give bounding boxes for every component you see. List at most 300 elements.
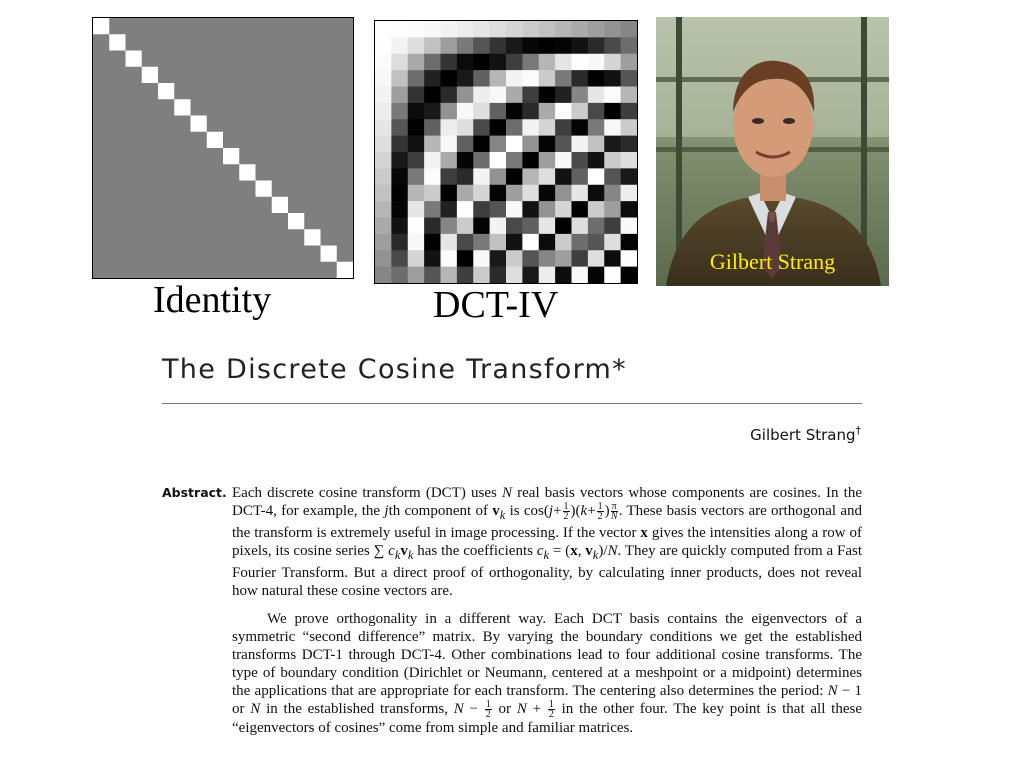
math-sub-k: k <box>543 548 550 562</box>
dct-cell <box>604 234 621 251</box>
identity-cell <box>142 262 159 279</box>
dct-cell <box>621 103 638 120</box>
dct-cell <box>506 201 523 218</box>
dct-cell <box>555 103 572 120</box>
identity-cell <box>142 213 159 230</box>
identity-cell <box>93 83 110 100</box>
dct-cell <box>539 87 556 104</box>
dct-cell <box>572 21 589 38</box>
identity-cell <box>321 181 338 198</box>
identity-cell <box>223 51 240 68</box>
identity-cell <box>256 181 273 198</box>
dct-cell <box>408 119 425 136</box>
dct-cell <box>522 250 539 267</box>
identity-cell <box>239 197 256 214</box>
identity-cell <box>191 83 208 100</box>
dct-cell <box>375 250 392 267</box>
dct-cell <box>572 218 589 235</box>
dct-cell <box>408 87 425 104</box>
dct-cell <box>490 87 507 104</box>
identity-cell <box>272 18 289 35</box>
dct-cell <box>555 185 572 202</box>
identity-cell <box>126 116 143 133</box>
dct-cell <box>506 54 523 71</box>
identity-cell <box>126 34 143 51</box>
dct-cell <box>457 250 474 267</box>
dct-cell <box>375 267 392 284</box>
identity-cell <box>207 83 224 100</box>
dct-cell <box>555 267 572 284</box>
identity-cell <box>223 164 240 181</box>
dct-cell <box>588 168 605 185</box>
identity-cell <box>158 148 175 165</box>
abstract-paragraph-1 <box>232 484 862 600</box>
abstract-text: . These basis vectors are orthogonal and the transform is extremely useful in image processing. If the vector <box>232 503 862 541</box>
dct-cell <box>473 54 490 71</box>
identity-cell <box>93 132 110 149</box>
identity-cell <box>239 67 256 84</box>
dct-cell <box>604 201 621 218</box>
dct-cell <box>539 250 556 267</box>
dct-cell <box>588 37 605 54</box>
identity-cell <box>304 181 321 198</box>
identity-cell <box>304 83 321 100</box>
abstract-text: in the other four. The key point is that all these “eigenvectors of cosines” come from simple and familiar matrices. <box>232 701 862 737</box>
identity-cell <box>142 197 159 214</box>
identity-cell <box>109 34 126 51</box>
identity-cell <box>174 116 191 133</box>
dct-cell <box>621 37 638 54</box>
identity-cell <box>321 148 338 165</box>
dct-cell <box>457 168 474 185</box>
dct-cell <box>473 218 490 235</box>
dct-cell <box>424 168 441 185</box>
dct-cell <box>441 87 458 104</box>
dct-cell <box>539 70 556 87</box>
identity-cell <box>191 34 208 51</box>
dct-cell <box>490 250 507 267</box>
dct-cell <box>506 119 523 136</box>
math-sub-k: k <box>394 548 401 562</box>
dct-cell <box>604 218 621 235</box>
dct-cell <box>506 21 523 38</box>
dct-cell <box>441 136 458 153</box>
math-v: v <box>585 543 593 559</box>
identity-cell <box>256 164 273 181</box>
dct-cell <box>473 250 490 267</box>
identity-cell <box>142 51 159 68</box>
dct-cell <box>375 70 392 87</box>
photo-caption: Gilbert Strang <box>709 249 836 274</box>
paper-title-text: The Discrete Cosine Transform <box>162 354 613 385</box>
identity-cell <box>142 229 159 246</box>
dct-cell <box>473 119 490 136</box>
dct-cell <box>572 103 589 120</box>
identity-cell <box>288 99 305 116</box>
identity-cell <box>109 18 126 35</box>
fraction-numerator: 1 <box>597 501 603 513</box>
identity-cell <box>272 99 289 116</box>
dct-cell <box>441 168 458 185</box>
identity-cell <box>223 34 240 51</box>
dct-cell <box>555 87 572 104</box>
identity-cell <box>126 99 143 116</box>
dct-cell <box>621 267 638 284</box>
identity-cell <box>142 34 159 51</box>
identity-cell <box>207 213 224 230</box>
identity-cell <box>304 34 321 51</box>
identity-cell <box>207 148 224 165</box>
abstract-text: )( <box>570 503 581 519</box>
identity-cell <box>109 148 126 165</box>
identity-cell <box>93 181 110 198</box>
dct-cell <box>506 70 523 87</box>
identity-cell <box>158 229 175 246</box>
identity-cell <box>174 83 191 100</box>
dct-cell <box>588 218 605 235</box>
dct-cell <box>457 119 474 136</box>
identity-cell <box>207 197 224 214</box>
identity-cell <box>321 116 338 133</box>
dct-cell <box>604 136 621 153</box>
identity-cell <box>272 132 289 149</box>
identity-cell <box>288 164 305 181</box>
dct-cell <box>473 152 490 169</box>
dct-cell <box>555 152 572 169</box>
identity-cell <box>191 67 208 84</box>
identity-cell <box>272 213 289 230</box>
dct-cell <box>490 185 507 202</box>
dct-cell <box>539 234 556 251</box>
abstract-text: Each discrete cosine transform (DCT) uses <box>232 485 502 501</box>
identity-cell <box>321 67 338 84</box>
dct-cell <box>424 152 441 169</box>
identity-cell <box>109 51 126 68</box>
dct-cell <box>588 21 605 38</box>
identity-cell <box>223 116 240 133</box>
dct-cell <box>473 70 490 87</box>
identity-cell <box>174 229 191 246</box>
author-footnote-mark: † <box>855 424 861 437</box>
dct-cell <box>522 218 539 235</box>
identity-cell <box>321 229 338 246</box>
dct-cell <box>408 234 425 251</box>
dct-cell <box>457 152 474 169</box>
identity-cell <box>158 51 175 68</box>
dct-cell <box>604 54 621 71</box>
dct-cell <box>375 54 392 71</box>
dct-cell <box>539 185 556 202</box>
dct-cell <box>375 168 392 185</box>
dct-cell <box>522 168 539 185</box>
dct-cell <box>408 54 425 71</box>
dct-cell <box>588 201 605 218</box>
identity-cell <box>223 213 240 230</box>
identity-cell <box>337 99 354 116</box>
dct-cell <box>522 234 539 251</box>
identity-cell <box>93 197 110 214</box>
identity-cell <box>174 51 191 68</box>
dct-cell <box>457 218 474 235</box>
dct-cell <box>555 201 572 218</box>
dct-cell <box>457 21 474 38</box>
identity-cell <box>207 181 224 198</box>
dct-cell <box>490 119 507 136</box>
identity-cell <box>109 164 126 181</box>
dct-cell <box>457 185 474 202</box>
identity-cell <box>337 164 354 181</box>
identity-cell <box>239 116 256 133</box>
identity-cell <box>174 246 191 263</box>
identity-cell <box>304 246 321 263</box>
fraction-numerator: 1 <box>485 699 491 711</box>
dct-cell <box>621 21 638 38</box>
identity-cell <box>158 164 175 181</box>
identity-cell <box>239 83 256 100</box>
dct-cell <box>490 218 507 235</box>
identity-cell <box>109 246 126 263</box>
identity-cell <box>288 132 305 149</box>
dct-cell <box>408 37 425 54</box>
dct-cell <box>441 201 458 218</box>
identity-cell <box>223 246 240 263</box>
math-j: j <box>384 503 389 519</box>
dct-cell <box>522 70 539 87</box>
identity-cell <box>126 67 143 84</box>
dct-cell <box>424 103 441 120</box>
math-sum: ∑ <box>373 543 385 559</box>
dct-cell <box>506 136 523 153</box>
dct-cell <box>408 267 425 284</box>
dct-iv-caption: DCT-IV <box>433 284 559 326</box>
identity-cell <box>288 246 305 263</box>
paper-title <box>162 354 627 385</box>
title-footnote-mark: * <box>612 354 627 385</box>
dct-cell <box>588 234 605 251</box>
identity-cell <box>126 51 143 68</box>
identity-cell <box>272 164 289 181</box>
identity-cell <box>191 132 208 149</box>
identity-cell <box>109 181 126 198</box>
identity-cell <box>272 181 289 198</box>
identity-cell <box>304 67 321 84</box>
identity-cell <box>191 99 208 116</box>
identity-cell <box>93 262 110 279</box>
dct-cell <box>424 70 441 87</box>
fraction-denominator: 2 <box>485 709 491 721</box>
dct-cell <box>424 21 441 38</box>
dct-cell <box>375 119 392 136</box>
identity-cell <box>337 262 354 279</box>
math-n: N <box>516 701 527 717</box>
author-photo <box>656 17 889 286</box>
dct-cell <box>572 201 589 218</box>
dct-cell <box>391 185 408 202</box>
dct-cell <box>539 152 556 169</box>
identity-cell <box>288 262 305 279</box>
abstract-text: = ( <box>549 543 571 559</box>
dct-cell <box>424 87 441 104</box>
identity-cell <box>223 18 240 35</box>
dct-cell <box>572 234 589 251</box>
dct-cell <box>424 54 441 71</box>
identity-cell <box>256 246 273 263</box>
identity-cell <box>288 34 305 51</box>
identity-cell <box>223 197 240 214</box>
identity-cell <box>109 132 126 149</box>
identity-cell <box>304 197 321 214</box>
dct-cell <box>424 37 441 54</box>
dct-cell <box>391 70 408 87</box>
identity-cell <box>174 99 191 116</box>
dct-cell <box>588 267 605 284</box>
dct-cell <box>506 37 523 54</box>
dct-cell <box>375 234 392 251</box>
identity-cell <box>256 213 273 230</box>
abstract-text: is cos( <box>505 503 549 519</box>
dct-cell <box>391 119 408 136</box>
paper-author <box>750 424 861 444</box>
identity-cell <box>239 229 256 246</box>
identity-cell <box>174 148 191 165</box>
identity-cell <box>239 246 256 263</box>
identity-cell <box>191 213 208 230</box>
identity-cell <box>272 229 289 246</box>
identity-cell <box>158 67 175 84</box>
identity-cell <box>256 34 273 51</box>
dct-cell <box>539 201 556 218</box>
identity-cell <box>93 213 110 230</box>
fraction-numerator: 1 <box>548 699 554 711</box>
identity-cell <box>272 148 289 165</box>
dct-cell <box>539 37 556 54</box>
identity-cell <box>223 99 240 116</box>
identity-cell <box>207 34 224 51</box>
dct-cell <box>490 267 507 284</box>
math-x: x <box>570 543 578 559</box>
dct-cell <box>473 234 490 251</box>
dct-cell <box>572 250 589 267</box>
identity-cell <box>174 18 191 35</box>
dct-cell <box>473 37 490 54</box>
dct-cell <box>391 54 408 71</box>
portrait-illustration <box>656 17 889 286</box>
dct-cell <box>490 21 507 38</box>
dct-cell <box>588 250 605 267</box>
identity-cell <box>207 164 224 181</box>
abstract-text: + <box>526 701 547 717</box>
identity-cell <box>158 246 175 263</box>
dct-cell <box>441 218 458 235</box>
identity-cell <box>142 99 159 116</box>
identity-cell <box>256 67 273 84</box>
dct-cell <box>572 119 589 136</box>
math-n: N <box>453 701 464 717</box>
dct-cell <box>441 152 458 169</box>
identity-cell <box>337 132 354 149</box>
identity-cell <box>109 83 126 100</box>
dct-cell <box>391 37 408 54</box>
dct-cell <box>588 136 605 153</box>
identity-cell <box>288 51 305 68</box>
identity-cell <box>158 262 175 279</box>
math-c: c <box>536 543 544 559</box>
math-n: N <box>827 683 838 699</box>
abstract-text: , <box>577 543 586 559</box>
dct-cell <box>391 87 408 104</box>
identity-cell <box>304 164 321 181</box>
dct-cell <box>473 103 490 120</box>
fraction-half <box>563 502 570 521</box>
identity-cell <box>337 148 354 165</box>
dct-cell <box>441 70 458 87</box>
dct-cell <box>555 37 572 54</box>
dct-cell <box>473 87 490 104</box>
dct-cell <box>604 103 621 120</box>
identity-cell <box>337 116 354 133</box>
abstract-text: in the established transforms, <box>260 701 454 717</box>
math-n: N <box>501 485 512 501</box>
identity-cell <box>158 213 175 230</box>
identity-cell <box>207 67 224 84</box>
dct-cell <box>408 218 425 235</box>
dct-cell <box>457 70 474 87</box>
dct-cell <box>555 136 572 153</box>
title-divider <box>162 403 862 404</box>
identity-cell <box>126 262 143 279</box>
fraction-numerator: π <box>611 501 617 513</box>
identity-cell <box>93 51 110 68</box>
identity-cell <box>158 83 175 100</box>
dct-cell <box>441 185 458 202</box>
identity-cell <box>304 148 321 165</box>
dct-cell <box>441 54 458 71</box>
identity-cell <box>223 148 240 165</box>
dct-cell <box>375 201 392 218</box>
identity-cell <box>109 229 126 246</box>
dct-cell <box>506 103 523 120</box>
identity-cell <box>256 229 273 246</box>
dct-cell <box>555 234 572 251</box>
dct-cell <box>408 21 425 38</box>
dct-cell <box>391 218 408 235</box>
identity-cell <box>174 181 191 198</box>
dct-cell <box>424 136 441 153</box>
identity-cell <box>321 99 338 116</box>
math-v: v <box>400 543 408 559</box>
identity-cell <box>272 246 289 263</box>
dct-cell <box>522 152 539 169</box>
dct-cell <box>473 185 490 202</box>
dct-cell <box>555 70 572 87</box>
identity-cell <box>272 51 289 68</box>
dct-cell <box>572 185 589 202</box>
identity-cell <box>321 18 338 35</box>
math-k: k <box>580 503 588 519</box>
identity-cell <box>288 18 305 35</box>
identity-cell <box>288 67 305 84</box>
dct-cell <box>391 136 408 153</box>
fraction-denominator: 2 <box>548 709 554 721</box>
dct-cell <box>490 103 507 120</box>
dct-cell <box>424 250 441 267</box>
dct-cell <box>408 103 425 120</box>
dct-cell <box>621 119 638 136</box>
dct-cell <box>588 119 605 136</box>
identity-cell <box>304 262 321 279</box>
identity-cell <box>126 132 143 149</box>
identity-cell <box>288 229 305 246</box>
